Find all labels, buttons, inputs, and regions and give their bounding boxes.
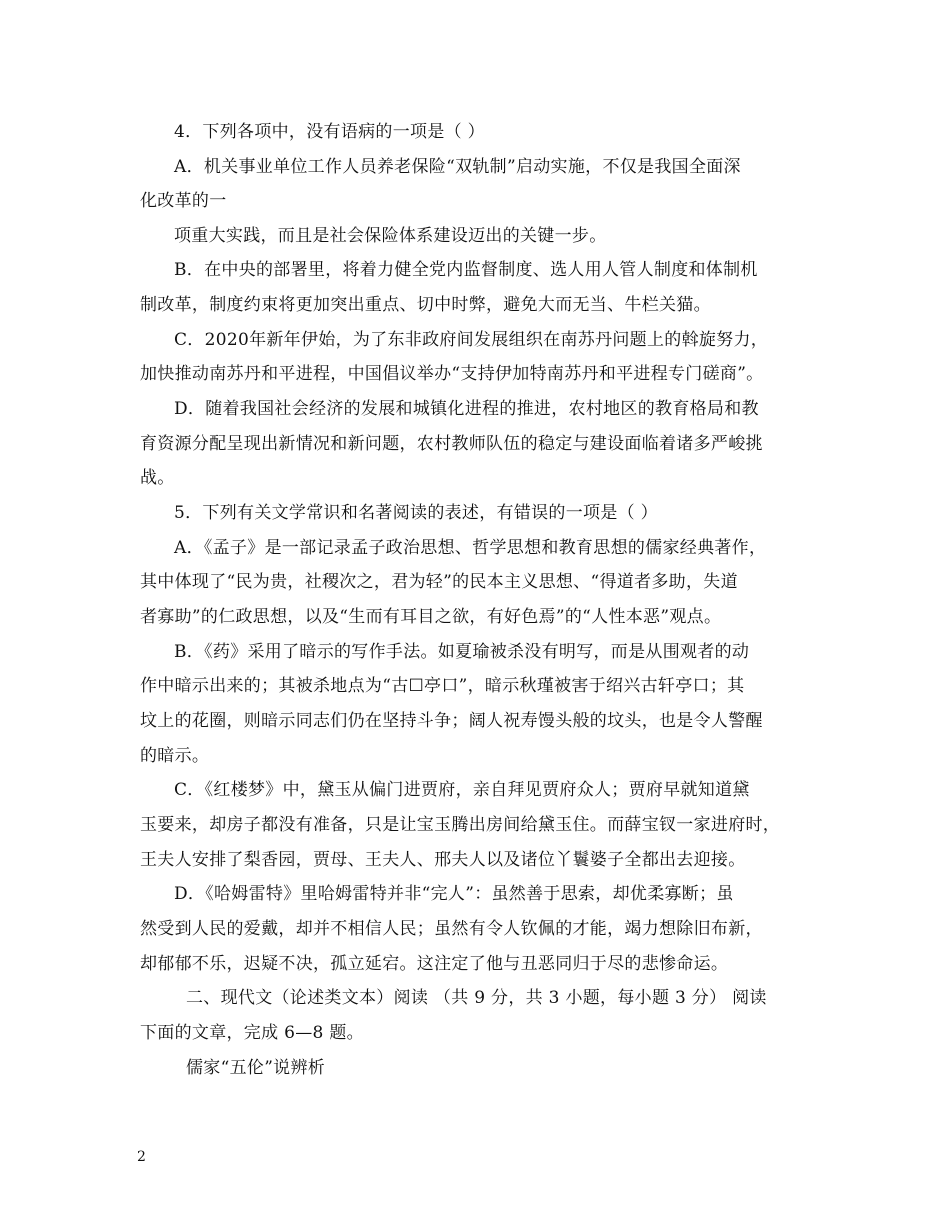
section-2-heading-line-1: 二、现代文（论述类文本）阅读 （共 9 分，共 3 小题，每小题 3 分） 阅读 — [186, 988, 767, 1008]
question-5-option-d-line-3: 却郁郁不乐，迟疑不决，孤立延宕。这注定了他与丑恶同归于尽的悲惨命运。 — [140, 954, 729, 974]
question-4-option-a-line-3: 项重大实践，而且是社会保险体系建设迈出的关键一步。 — [174, 226, 607, 246]
question-4-option-b-line-1: B．在中央的部署里，将着力健全党内监督制度、选人用人管人制度和体制机 — [174, 260, 758, 280]
question-5-option-b-line-4: 的暗示。 — [140, 746, 210, 766]
question-5-option-c-line-2: 玉要来，却房子都没有准备，只是让宝玉腾出房间给黛玉住。而薛宝钗一家进府时， — [140, 815, 781, 835]
question-5-option-c-line-1: C．《红楼梦》中，黛玉从偏门进贾府，亲自拜见贾府众人；贾府早就知道黛 — [174, 780, 750, 800]
question-5-option-a-line-2: 其中体现了“民为贵，社稷次之，君为轻”的民本主义思想、“得道者多助，失道 — [140, 572, 738, 592]
question-5-option-c-line-3: 王夫人安排了梨香园，贾母、王夫人、邢夫人以及诸位丫鬟婆子全都出去迎接。 — [140, 850, 746, 870]
question-5-option-a-line-3: 者寡助”的仁政思想，以及“生而有耳目之欲，有好色焉”的“人性本恶”观点。 — [140, 607, 722, 627]
page-number: 2 — [137, 1149, 146, 1165]
question-5-option-b-line-1: B．《药》采用了暗示的写作手法。如夏瑜被杀没有明写，而是从围观者的动 — [174, 642, 750, 662]
question-4-option-b-line-2: 制改革，制度约束将更加突出重点、切中时弊，避免大而无当、牛栏关猫。 — [140, 295, 711, 315]
question-5-option-b-line-2: 作中暗示出来的；其被杀地点为“古☐亭口”，暗示秋瑾被害于绍兴古轩亭口；其 — [140, 676, 745, 696]
section-2-heading-line-2: 下面的文章，完成 6—8 题。 — [140, 1023, 364, 1043]
question-4-option-d-line-1: D．随着我国社会经济的发展和城镇化进程的推进，农村地区的教育格局和教 — [174, 399, 759, 419]
question-4-option-c-line-2: 加快推动南苏丹和平进程，中国倡议举办“支持伊加特南苏丹和平进程专门磋商”。 — [140, 364, 764, 384]
question-5-option-d-line-1: D．《哈姆雷特》里哈姆雷特并非“完人”：虽然善于思索，却优柔寡断；虽 — [174, 884, 734, 904]
question-4-stem: 4．下列各项中，没有语病的一项是（ ） — [174, 122, 485, 142]
question-4-option-a-line-2: 化改革的一 — [140, 191, 227, 211]
question-5-option-d-line-2: 然受到人民的爱戴，却并不相信人民；虽然有令人钦佩的才能，竭力想除旧布新， — [140, 919, 763, 939]
question-4-option-a-line-1: A．机关事业单位工作人员养老保险“双轨制”启动实施，不仅是我国全面深 — [174, 157, 741, 177]
question-4-option-c-line-1: C．2020年新年伊始，为了东非政府间发展组织在南苏丹问题上的斡旋努力， — [174, 330, 769, 350]
question-4-option-d-line-3: 战。 — [140, 468, 175, 488]
question-5-option-b-line-3: 坟上的花圈，则暗示同志们仍在坚持斗争；阔人祝寿馒头般的坟头，也是令人警醒 — [140, 711, 763, 731]
question-5-option-a-line-1: A．《孟子》是一部记录孟子政治思想、哲学思想和教育思想的儒家经典著作， — [174, 538, 767, 558]
question-5-stem: 5．下列有关文学常识和名著阅读的表述，有错误的一项是（ ） — [174, 503, 658, 523]
question-4-option-d-line-2: 育资源分配呈现出新情况和新问题，农村教师队伍的稳定与建设面临着诸多严峻挑 — [140, 434, 763, 454]
article-title: 儒家“五伦”说辨析 — [186, 1058, 326, 1078]
